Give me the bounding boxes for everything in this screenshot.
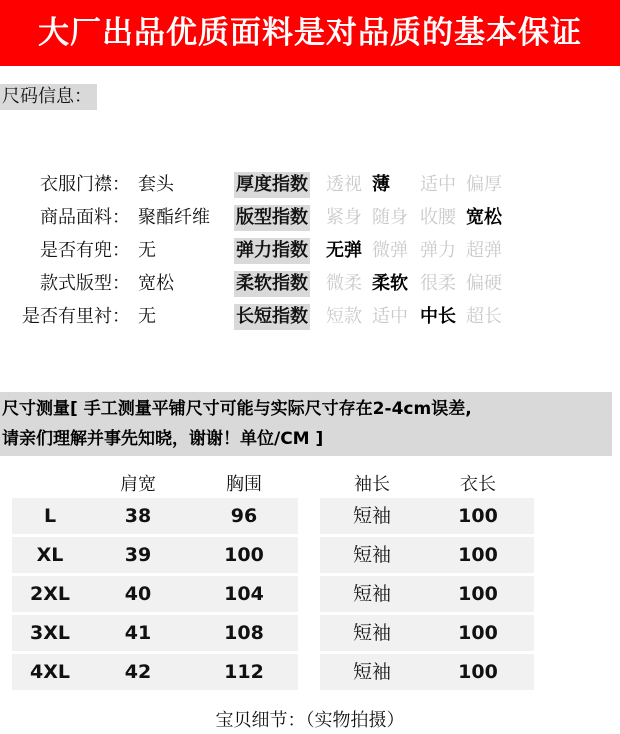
- size-info-label: 尺码信息：: [0, 84, 97, 110]
- option: 偏硬: [466, 273, 502, 294]
- option: 适中: [372, 306, 408, 327]
- option: 弹力: [420, 240, 456, 261]
- length-cell: 100: [458, 622, 498, 644]
- size-cell: L: [43, 505, 57, 527]
- footer-caption: 宝贝细节：（实物拍摄）: [215, 710, 405, 731]
- sleeve-cell: 短袖: [352, 505, 391, 527]
- option: 紧身: [326, 207, 362, 228]
- index-label: 厚度指数: [234, 172, 310, 198]
- option: 偏厚: [466, 174, 502, 195]
- attribute-value: 套头: [138, 174, 174, 195]
- length-cell: 100: [458, 505, 498, 527]
- attribute-label: 是否有兜：: [40, 240, 130, 261]
- sleeve-cell: 短袖: [352, 622, 391, 644]
- sleeve-cell: 短袖: [352, 661, 391, 683]
- header-chest: 胸围: [226, 474, 262, 495]
- attribute-row: [0, 238, 620, 264]
- index-label: 版型指数: [234, 205, 310, 231]
- chest-cell: 96: [230, 505, 258, 527]
- attribute-value: 无: [138, 240, 156, 261]
- measure-note: [0, 392, 612, 456]
- chest-cell: 108: [224, 622, 264, 644]
- option: 很柔: [420, 273, 456, 294]
- option: 超弹: [466, 240, 502, 261]
- shoulder-cell: 40: [124, 583, 152, 605]
- size-cell: 2XL: [30, 583, 70, 605]
- header-shoulder: 肩宽: [120, 474, 156, 495]
- option-selected: 薄: [372, 174, 390, 195]
- index-label: 长短指数: [234, 304, 310, 330]
- header-length: 衣长: [460, 474, 496, 495]
- option: 透视: [326, 174, 362, 195]
- option: 超长: [466, 306, 502, 327]
- index-label: 柔软指数: [234, 271, 310, 297]
- attribute-row: [0, 271, 620, 297]
- attribute-value: 聚酯纤维: [138, 207, 210, 228]
- attribute-row: [0, 205, 620, 231]
- length-cell: 100: [458, 544, 498, 566]
- option: 适中: [420, 174, 456, 195]
- option: 随身: [372, 207, 408, 228]
- size-cell: 3XL: [30, 622, 70, 644]
- length-cell: 100: [458, 661, 498, 683]
- shoulder-cell: 41: [124, 622, 152, 644]
- attribute-label: 衣服门襟：: [40, 174, 130, 195]
- sleeve-cell: 短袖: [352, 583, 391, 605]
- attribute-label: 款式版型：: [40, 273, 130, 294]
- option: 微柔: [326, 273, 362, 294]
- option: 收腰: [420, 207, 456, 228]
- chest-cell: 112: [224, 661, 264, 683]
- attribute-row: [0, 172, 620, 198]
- index-label: 弹力指数: [234, 238, 310, 264]
- attribute-label: 是否有里衬：: [22, 306, 130, 327]
- measure-note-line2: 请亲们理解并事先知晓，谢谢！单位/CM ]: [2, 429, 324, 449]
- header-sleeve: 袖长: [354, 474, 390, 495]
- option-selected: 中长: [420, 306, 456, 327]
- sleeve-cell: 短袖: [352, 544, 391, 566]
- length-cell: 100: [458, 583, 498, 605]
- size-cell: 4XL: [30, 661, 70, 683]
- chest-cell: 100: [224, 544, 264, 566]
- attribute-row: [0, 304, 620, 330]
- chest-cell: 104: [224, 583, 264, 605]
- measure-note-line1: 尺寸测量[ 手工测量平铺尺寸可能与实际尺寸存在2-4cm误差,: [2, 399, 472, 419]
- shoulder-cell: 42: [124, 661, 152, 683]
- attribute-label: 商品面料：: [40, 207, 130, 228]
- option: 短款: [326, 306, 362, 327]
- banner-title: 大厂出品优质面料是对品质的基本保证: [0, 0, 620, 66]
- option-selected: 宽松: [466, 207, 502, 228]
- attribute-value: 宽松: [138, 273, 174, 294]
- option-selected: 无弹: [326, 240, 362, 261]
- attribute-value: 无: [138, 306, 156, 327]
- shoulder-cell: 38: [124, 505, 152, 527]
- size-cell: XL: [36, 544, 64, 566]
- option-selected: 柔软: [372, 273, 408, 294]
- shoulder-cell: 39: [124, 544, 152, 566]
- option: 微弹: [372, 240, 408, 261]
